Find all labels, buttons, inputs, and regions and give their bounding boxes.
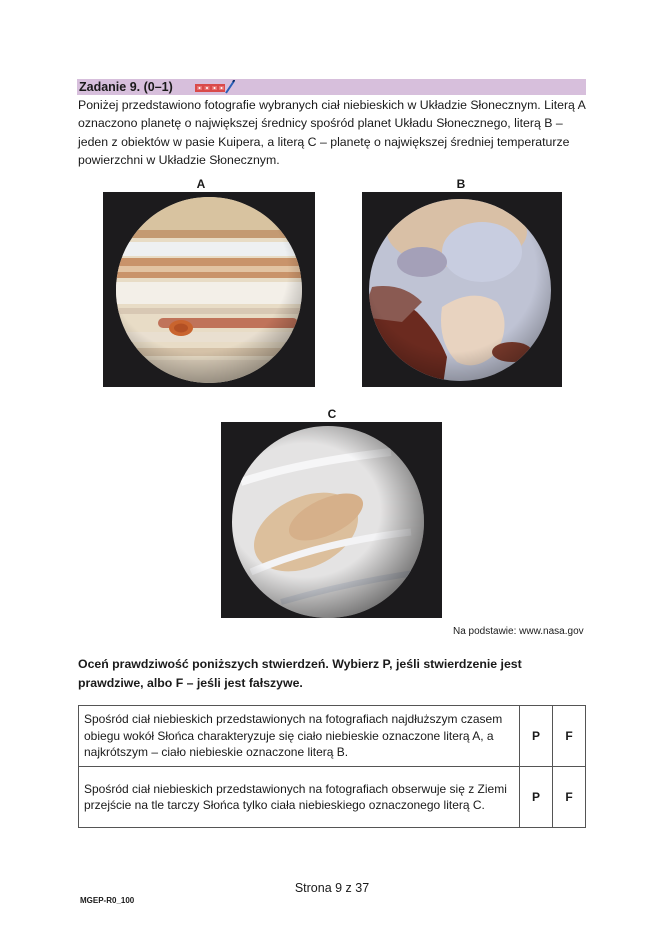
- exam-code: MGEP-R0_100: [80, 896, 135, 905]
- image-label-b: B: [456, 177, 466, 191]
- image-label-a: A: [196, 177, 206, 191]
- statement-2-option-p[interactable]: P: [520, 767, 553, 828]
- statement-2-option-f[interactable]: F: [553, 767, 586, 828]
- table-row: [79, 767, 586, 828]
- pen-icon: [226, 80, 235, 93]
- task-title: Zadanie 9. (0–1): [79, 80, 173, 94]
- page-number: Strona 9 z 37: [294, 881, 370, 895]
- photo-jupiter: [103, 192, 315, 387]
- table-row: [79, 706, 586, 767]
- statement-2-text: Spośród ciał niebieskich przedstawionych na fotografiach obserwuje się z Ziemi przejście na tle tarczy Słońca tylko ciała niebieskiego oznaczonego literą C.: [79, 767, 520, 828]
- photo-venus: [221, 422, 442, 618]
- photo-pluto: [362, 192, 562, 387]
- statement-1-option-p[interactable]: P: [520, 706, 553, 767]
- statement-1-option-f[interactable]: F: [553, 706, 586, 767]
- statement-1-text: Spośród ciał niebieskich przedstawionych na fotografiach najdłuższym czasem obiegu wokół Słońca charakteryzuje się ciało niebieskie oznaczone literą A, a najkrótszym – ciało niebieskie oznaczone literą B.: [79, 706, 520, 767]
- task-instruction: Oceń prawdziwość poniższych stwierdzeń. Wybierz P, jeśli stwierdzenie jest prawdziwe, albo F – jeśli jest fałszywe.: [78, 657, 522, 690]
- image-source-note: Na podstawie: www.nasa.gov: [453, 626, 584, 637]
- task-intro-text: Poniżej przedstawiono fotografie wybranych ciał niebieskich w Układzie Słonecznym. Literą A oznaczono planetę o największej średnicy spośród planet Układu Słonecznego, literą B – jeden z obiektów w pasie Kuipera, a literą C – planetę o największej średniej temperaturze powierzchni w Układzie Słonecznym.: [78, 98, 586, 167]
- true-false-table: [78, 705, 586, 828]
- difficulty-squares-icon: [195, 80, 235, 94]
- image-label-c: C: [327, 407, 337, 421]
